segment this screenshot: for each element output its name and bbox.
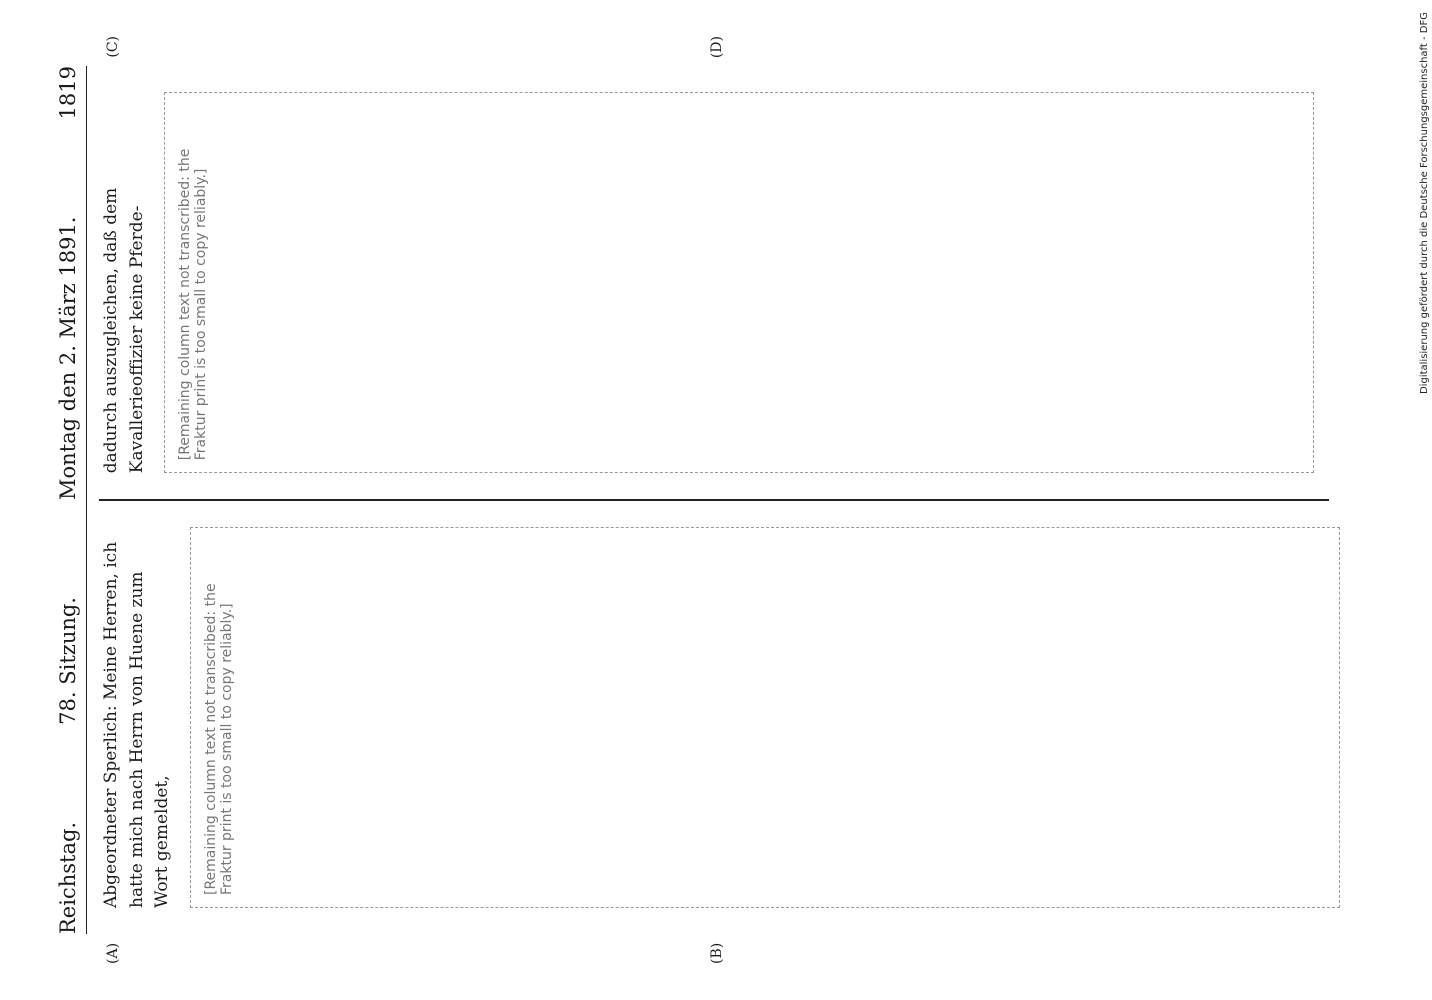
column-rule: [99, 499, 1329, 501]
left-column: [99, 501, 1329, 934]
margin-marker-d: (D): [709, 36, 725, 59]
margin-marker-c: (C): [105, 36, 121, 58]
left-column-opening: Abgeordneter Sperlich: Meine Herren, ich hatte mich nach Herrn von Huene zum Wort gemeldet,: [101, 541, 172, 908]
margin-marker-b: (B): [709, 942, 725, 964]
header-left: Reichstag.: [56, 821, 80, 934]
digitization-credit: Digitalisierung gefördert durch die Deutsche Forschungsgemeinschaft - DFG: [1419, 12, 1430, 395]
page-header: [56, 66, 87, 934]
margin-marker-a: (A): [105, 942, 121, 964]
two-column-body: [99, 36, 1329, 964]
header-date: Montag den 2. März 1891.: [56, 216, 80, 500]
left-column-text-not-transcribed: [Remaining column text not transcribed: the Fraktur print is too small to copy reliably.]: [190, 527, 1340, 908]
header-session: 78. Sitzung.: [56, 597, 80, 725]
page-number: 1819: [56, 66, 80, 120]
right-column: [99, 66, 1329, 499]
right-column-opening: dadurch auszugleichen, daß dem Kavallerieoffizier keine Pferde-: [101, 187, 147, 474]
document-page: [26, 30, 1406, 970]
right-column-text-not-transcribed: [Remaining column text not transcribed: the Fraktur print is too small to copy reliably.]: [164, 92, 1314, 473]
